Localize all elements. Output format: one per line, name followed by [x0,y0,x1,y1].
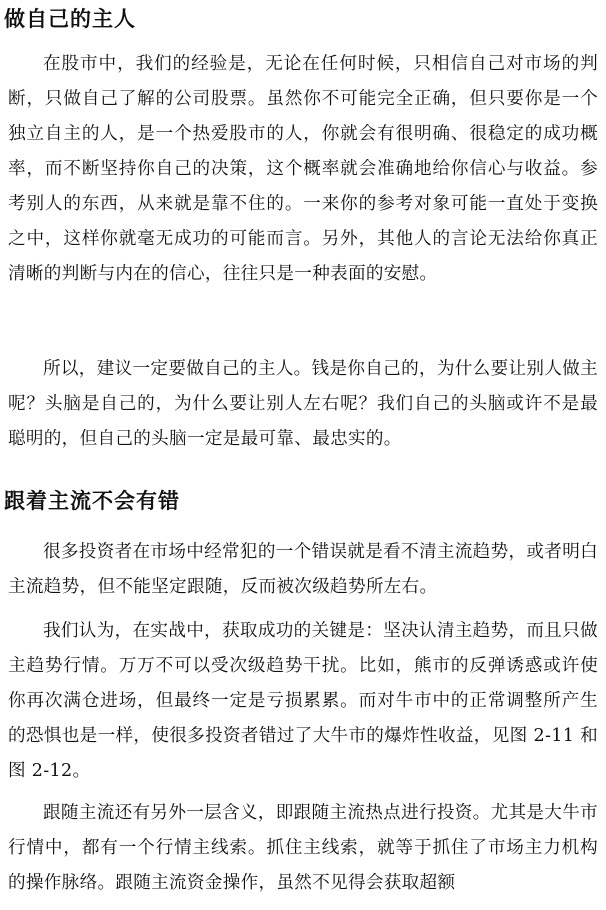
paragraph: 跟随主流还有另外一层含义，即跟随主流热点进行投资。尤其是大牛市行情中，都有一个行情主线索。抓住主线索，就等于抓住了市场主力机构的操作脉络。跟随主流资金操作，虽然不见得会获取超额 [8,803,598,893]
paragraph: 很多投资者在市场中经常犯的一个错误就是看不清主流趋势，或者明白主流趋势，但不能坚定跟随，反而被次级趋势所左右。 [8,542,598,597]
paragraph: 我们认为，在实战中，获取成功的关键是：坚决认清主趋势，而且只做主趋势行情。万万不可以受次级趋势干扰。比如，熊市的反弹诱惑或许使你再次满仓进场，但最终一定是亏损累累。而对牛市中的正常调整所产生的恐惧也是一样，使很多投资者错过了大牛市的爆炸性收益，见图 2-11 和图 2-12。 [8,621,598,781]
paragraph: 所以，建议一定要做自己的主人。钱是你自己的，为什么要让别人做主呢？头脑是自己的，为什么要让别人左右呢？我们自己的头脑或许不是最聪明的，但自己的头脑一定是最可靠、最忠实的。 [8,359,598,449]
section-title-be-your-own-master: 做自己的主人 [4,7,136,31]
paragraph: 在股市中，我们的经验是，无论在任何时候，只相信自己对市场的判断，只做自己了解的公司股票。虽然你不可能完全正确，但只要你是一个独立自主的人，是一个热爱股市的人，你就会有很明确、很稳定的成功概率，而不断坚持你自己的决策，这个概率就会准确地给你信心与收益。参考别人的东西，从来就是靠不住的。一来你的参考对象可能一直处于变换之中，这样你就毫无成功的可能而言。另外，其他人的言论无法给你真正清晰的判断与内在的信心，往往只是一种表面的安慰。 [8,54,598,284]
section-title-follow-mainstream: 跟着主流不会有错 [4,489,180,513]
